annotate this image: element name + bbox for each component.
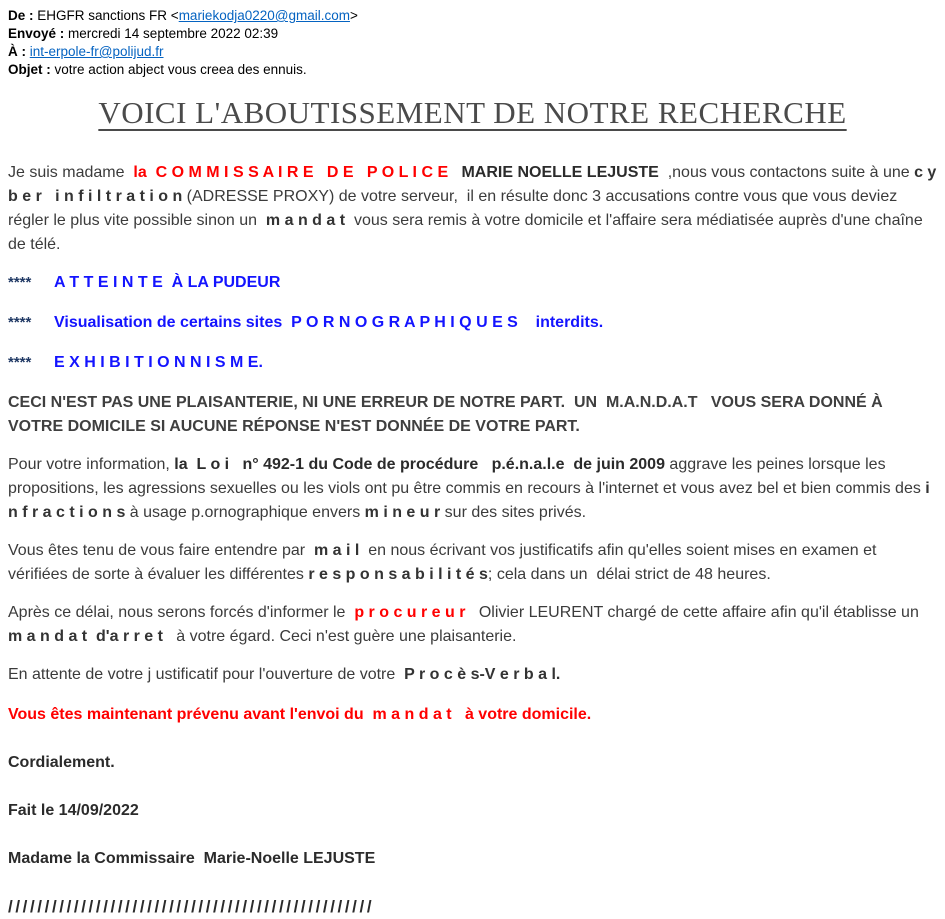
from-display-name: EHGFR sanctions FR < <box>37 8 179 23</box>
mail-bold: m a i l <box>309 542 364 559</box>
header-sent-row <box>8 25 937 43</box>
from-email-link[interactable]: mariekodja0220@gmail.com <box>178 8 350 23</box>
proces-verbal-bold: P r o c è s-V e r b a l. <box>404 666 561 683</box>
law-reference-bold: la L o i n° 492-1 du Code de procédure p.é.n.a.l.e de juin 2009 <box>174 456 665 473</box>
stars-icon: **** <box>8 274 32 291</box>
email-title-text: VOICI L'ABOUTISSEMENT DE NOTRE RECHERCHE <box>98 95 847 130</box>
stars-icon: **** <box>8 354 32 371</box>
paragraph-warning-caps <box>8 391 937 439</box>
header-subject-row <box>8 61 937 79</box>
from-label: De : <box>8 8 38 23</box>
paragraph-attente <box>8 663 937 687</box>
cyber-infiltration-bold: c y b e r i n f i l t r a t i o n <box>8 164 941 205</box>
sender-name-line: Madame la Commissaire Marie-Noelle LEJUSTE <box>8 850 376 867</box>
accusation-1-label: A T T E I N T E À LA PUDEUR <box>54 274 281 291</box>
law-text-2: aggrave les peines lorsque les propositions, les agressions sexuelles ou les viols ont pu être commis en recours à l'internet et vous avez bel et bien commis des <box>8 456 926 497</box>
infractions-bold: i n f r a c t i o n s <box>8 480 935 521</box>
mineur-bold: m i n e u r <box>364 504 441 521</box>
commissaire-red-text: la C O M M I S S A I R E D E P O L I C E <box>128 164 453 181</box>
email-title <box>8 95 937 131</box>
paragraph-mail-reply <box>8 539 937 587</box>
to-email-link[interactable]: int-erpole-fr@polijud.fr <box>29 44 164 59</box>
final-warning-red: Vous êtes maintenant prévenu avant l'envoi du m a n d a t à votre domicile. <box>8 706 592 723</box>
warning-caps-text: CECI N'EST PAS UNE PLAISANTERIE, NI UNE ERREUR DE NOTRE PART. UN M.A.N.D.A.T VOUS SERA DONNÉ À VOTRE DOMICILE SI AUCUNE RÉPONSE N'EST DONNÉE DE VOTRE PART. <box>8 394 888 435</box>
from-suffix: > <box>349 8 358 23</box>
name-bold-text: MARIE NOELLE LEJUSTE <box>452 164 664 181</box>
signature-block <box>8 703 937 919</box>
paragraph-intro <box>8 161 941 257</box>
subject-value: votre action abject vous creea des ennuis. <box>54 62 307 77</box>
responsabilites-bold: r e s p o n s a b i l i t é s <box>308 566 488 583</box>
accusation-item-3 <box>8 351 937 375</box>
intro-text-3: (ADRESSE PROXY) de votre serveur, il en résulte donc 3 accusations contre vous que vous deviez régler le plus vite possible sinon un <box>8 188 902 229</box>
reply-text-3: ; cela dans un délai strict de 48 heures. <box>487 566 771 583</box>
accusation-item-2 <box>8 311 937 335</box>
sent-value: mercredi 14 septembre 2022 02:39 <box>68 26 279 41</box>
law-text-3: à usage p.ornographique envers <box>125 504 365 521</box>
paragraph-law <box>8 453 937 525</box>
mail-header <box>8 7 937 79</box>
law-text-1: Pour votre information, <box>8 456 175 473</box>
slashes-divider: ////////////////////////////////////////////////// <box>8 897 375 916</box>
intro-text-2: ,nous vous contactons suite à une <box>663 164 915 181</box>
email-body <box>8 161 941 919</box>
header-from-row <box>8 7 937 25</box>
procureur-text-2: Olivier LEURENT chargé de cette affaire afin qu'il établisse un <box>469 604 933 621</box>
accusation-item-1 <box>8 271 937 295</box>
mandat-arret-bold: m a n d a t d'a r r e t <box>8 628 163 645</box>
reply-text-2: en nous écrivant vos justificatifs afin qu'elles soient mises en examen et vérifiées de sorte à évaluer les différentes <box>8 542 881 583</box>
accusation-3-label: E X H I B I T I O N N I S M E. <box>54 354 263 371</box>
subject-label: Objet : <box>8 62 55 77</box>
date-line: Fait le 14/09/2022 <box>8 802 139 819</box>
procureur-text-1: Après ce délai, nous serons forcés d'informer le <box>8 604 350 621</box>
procureur-red-text: p r o c u r e u r <box>349 604 470 621</box>
to-label: À : <box>8 44 30 59</box>
accusation-2-label: Visualisation de certains sites P O R N O G R A P H I Q U E S interdits. <box>54 314 604 331</box>
procureur-text-3: à votre égard. Ceci n'est guère une plaisanterie. <box>162 628 517 645</box>
reply-text-1: Vous êtes tenu de vous faire entendre par <box>8 542 310 559</box>
closing-line: Cordialement. <box>8 754 115 771</box>
intro-text-4: vous sera remis à votre domicile et l'affaire sera médiatisée auprès d'une chaîne de télé. <box>8 212 928 253</box>
attente-text: En attente de votre j ustificatif pour l'ouverture de votre <box>8 666 405 683</box>
intro-text: Je suis madame <box>8 164 129 181</box>
sent-label: Envoyé : <box>8 26 69 41</box>
mandat-bold: m a n d a t <box>261 212 350 229</box>
header-to-row <box>8 43 937 61</box>
stars-icon: **** <box>8 314 32 331</box>
paragraph-procureur <box>8 601 937 649</box>
law-text-4: sur des sites privés. <box>440 504 587 521</box>
